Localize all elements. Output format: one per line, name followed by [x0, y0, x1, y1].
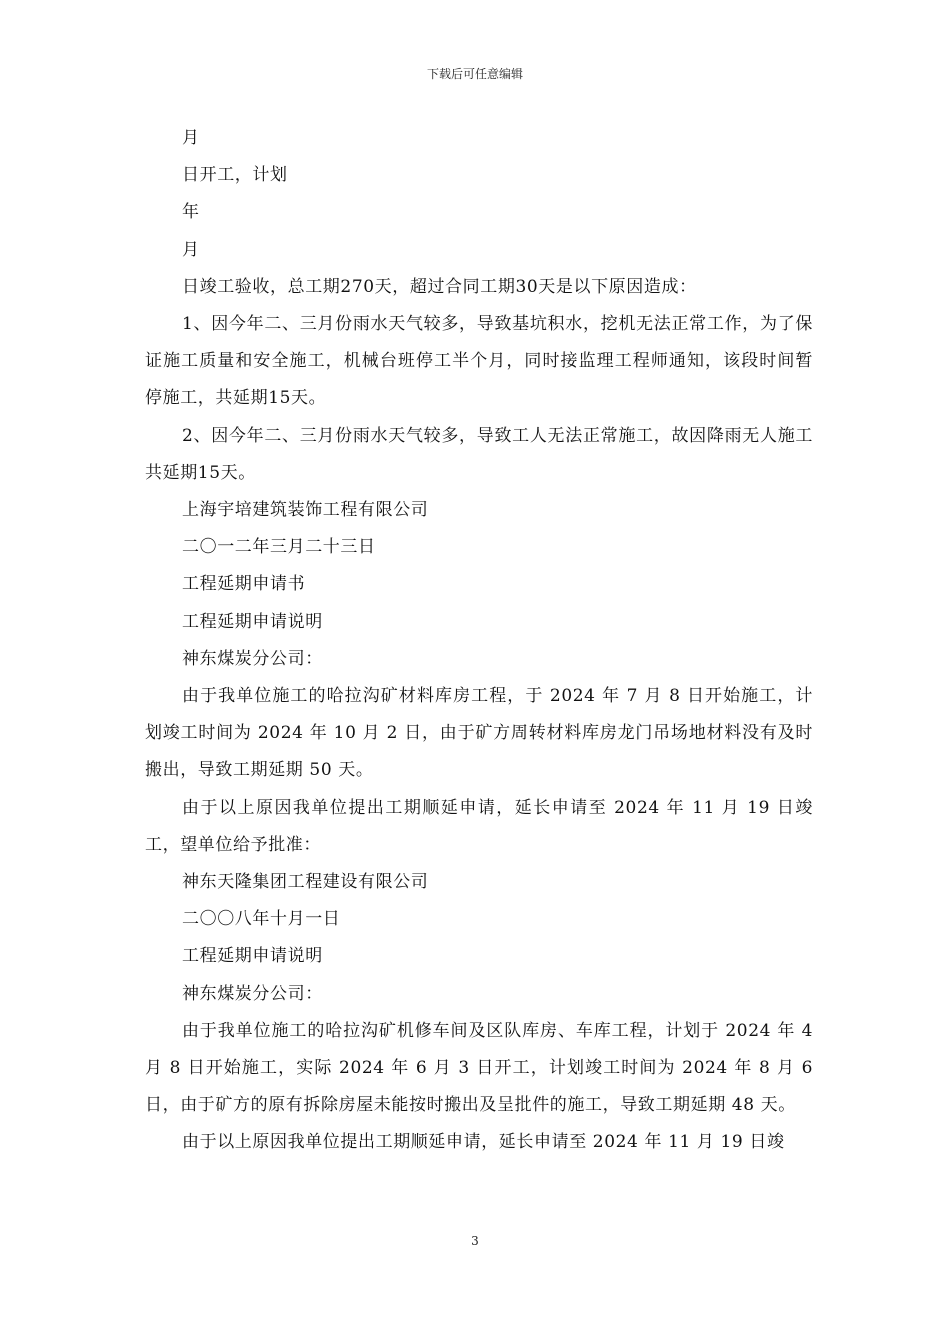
paragraph: 由于我单位施工的哈拉沟矿机修车间及区队库房、车库工程，计划于 2024 年 4 月 8 日开始施工，实际 2024 年 6 月 3 日开工，计划竣工时间为 2024 年 8 月 6 日，由于矿方的原有拆除房屋未能按时搬出及呈批件的施工，导致工期延期 48 天。 — [145, 1020, 813, 1116]
signature-date: 二〇〇八年十月一日 — [182, 909, 341, 930]
paragraph: 由于以上原因我单位提出工期顺延申请，延长申请至 2024 年 11 月 19 日竣 — [182, 1132, 785, 1153]
document-body — [145, 120, 813, 1162]
page-number: 3 — [471, 1234, 479, 1248]
company-signature: 上海宇培建筑装饰工程有限公司 — [182, 500, 429, 521]
paragraph: 月 — [182, 128, 200, 148]
company-signature: 神东天隆集团工程建设有限公司 — [182, 872, 429, 893]
signature-date: 二〇一二年三月二十三日 — [182, 537, 376, 558]
paragraph: 月 — [182, 239, 200, 260]
section-title: 工程延期申请书 — [182, 574, 306, 595]
paragraph: 日开工，计划 — [182, 165, 288, 186]
paragraph: 日竣工验收，总工期270天，超过合同工期30天是以下原因造成： — [182, 276, 697, 297]
paragraph: 年 — [182, 202, 200, 223]
section-title: 工程延期申请说明 — [182, 946, 323, 967]
paragraph: 2、因今年二、三月份雨水天气较多，导致工人无法正常施工，故因降雨无人施工共延期15天。 — [145, 425, 813, 483]
section-title: 工程延期申请说明 — [182, 611, 323, 632]
page-header: 下载后可任意编辑 — [426, 67, 523, 81]
paragraph: 1、因今年二、三月份雨水天气较多，导致基坑积水，挖机无法正常工作，为了保证施工质量和安全施工，机械台班停工半个月，同时接监理工程师通知，该段时间暂停施工，共延期15天。 — [145, 314, 813, 409]
paragraph: 由于以上原因我单位提出工期顺延申请，延长申请至 2024 年 11 月 19 日竣工，望单位给予批准： — [145, 797, 813, 855]
addressee: 神东煤炭分公司： — [182, 983, 323, 1004]
addressee: 神东煤炭分公司： — [182, 648, 323, 669]
paragraph: 由于我单位施工的哈拉沟矿材料库房工程，于 2024 年 7 月 8 日开始施工，计划竣工时间为 2024 年 10 月 2 日，由于矿方周转材料库房龙门吊场地材料没有及时搬出，导致工期延期 50 天。 — [145, 686, 813, 781]
